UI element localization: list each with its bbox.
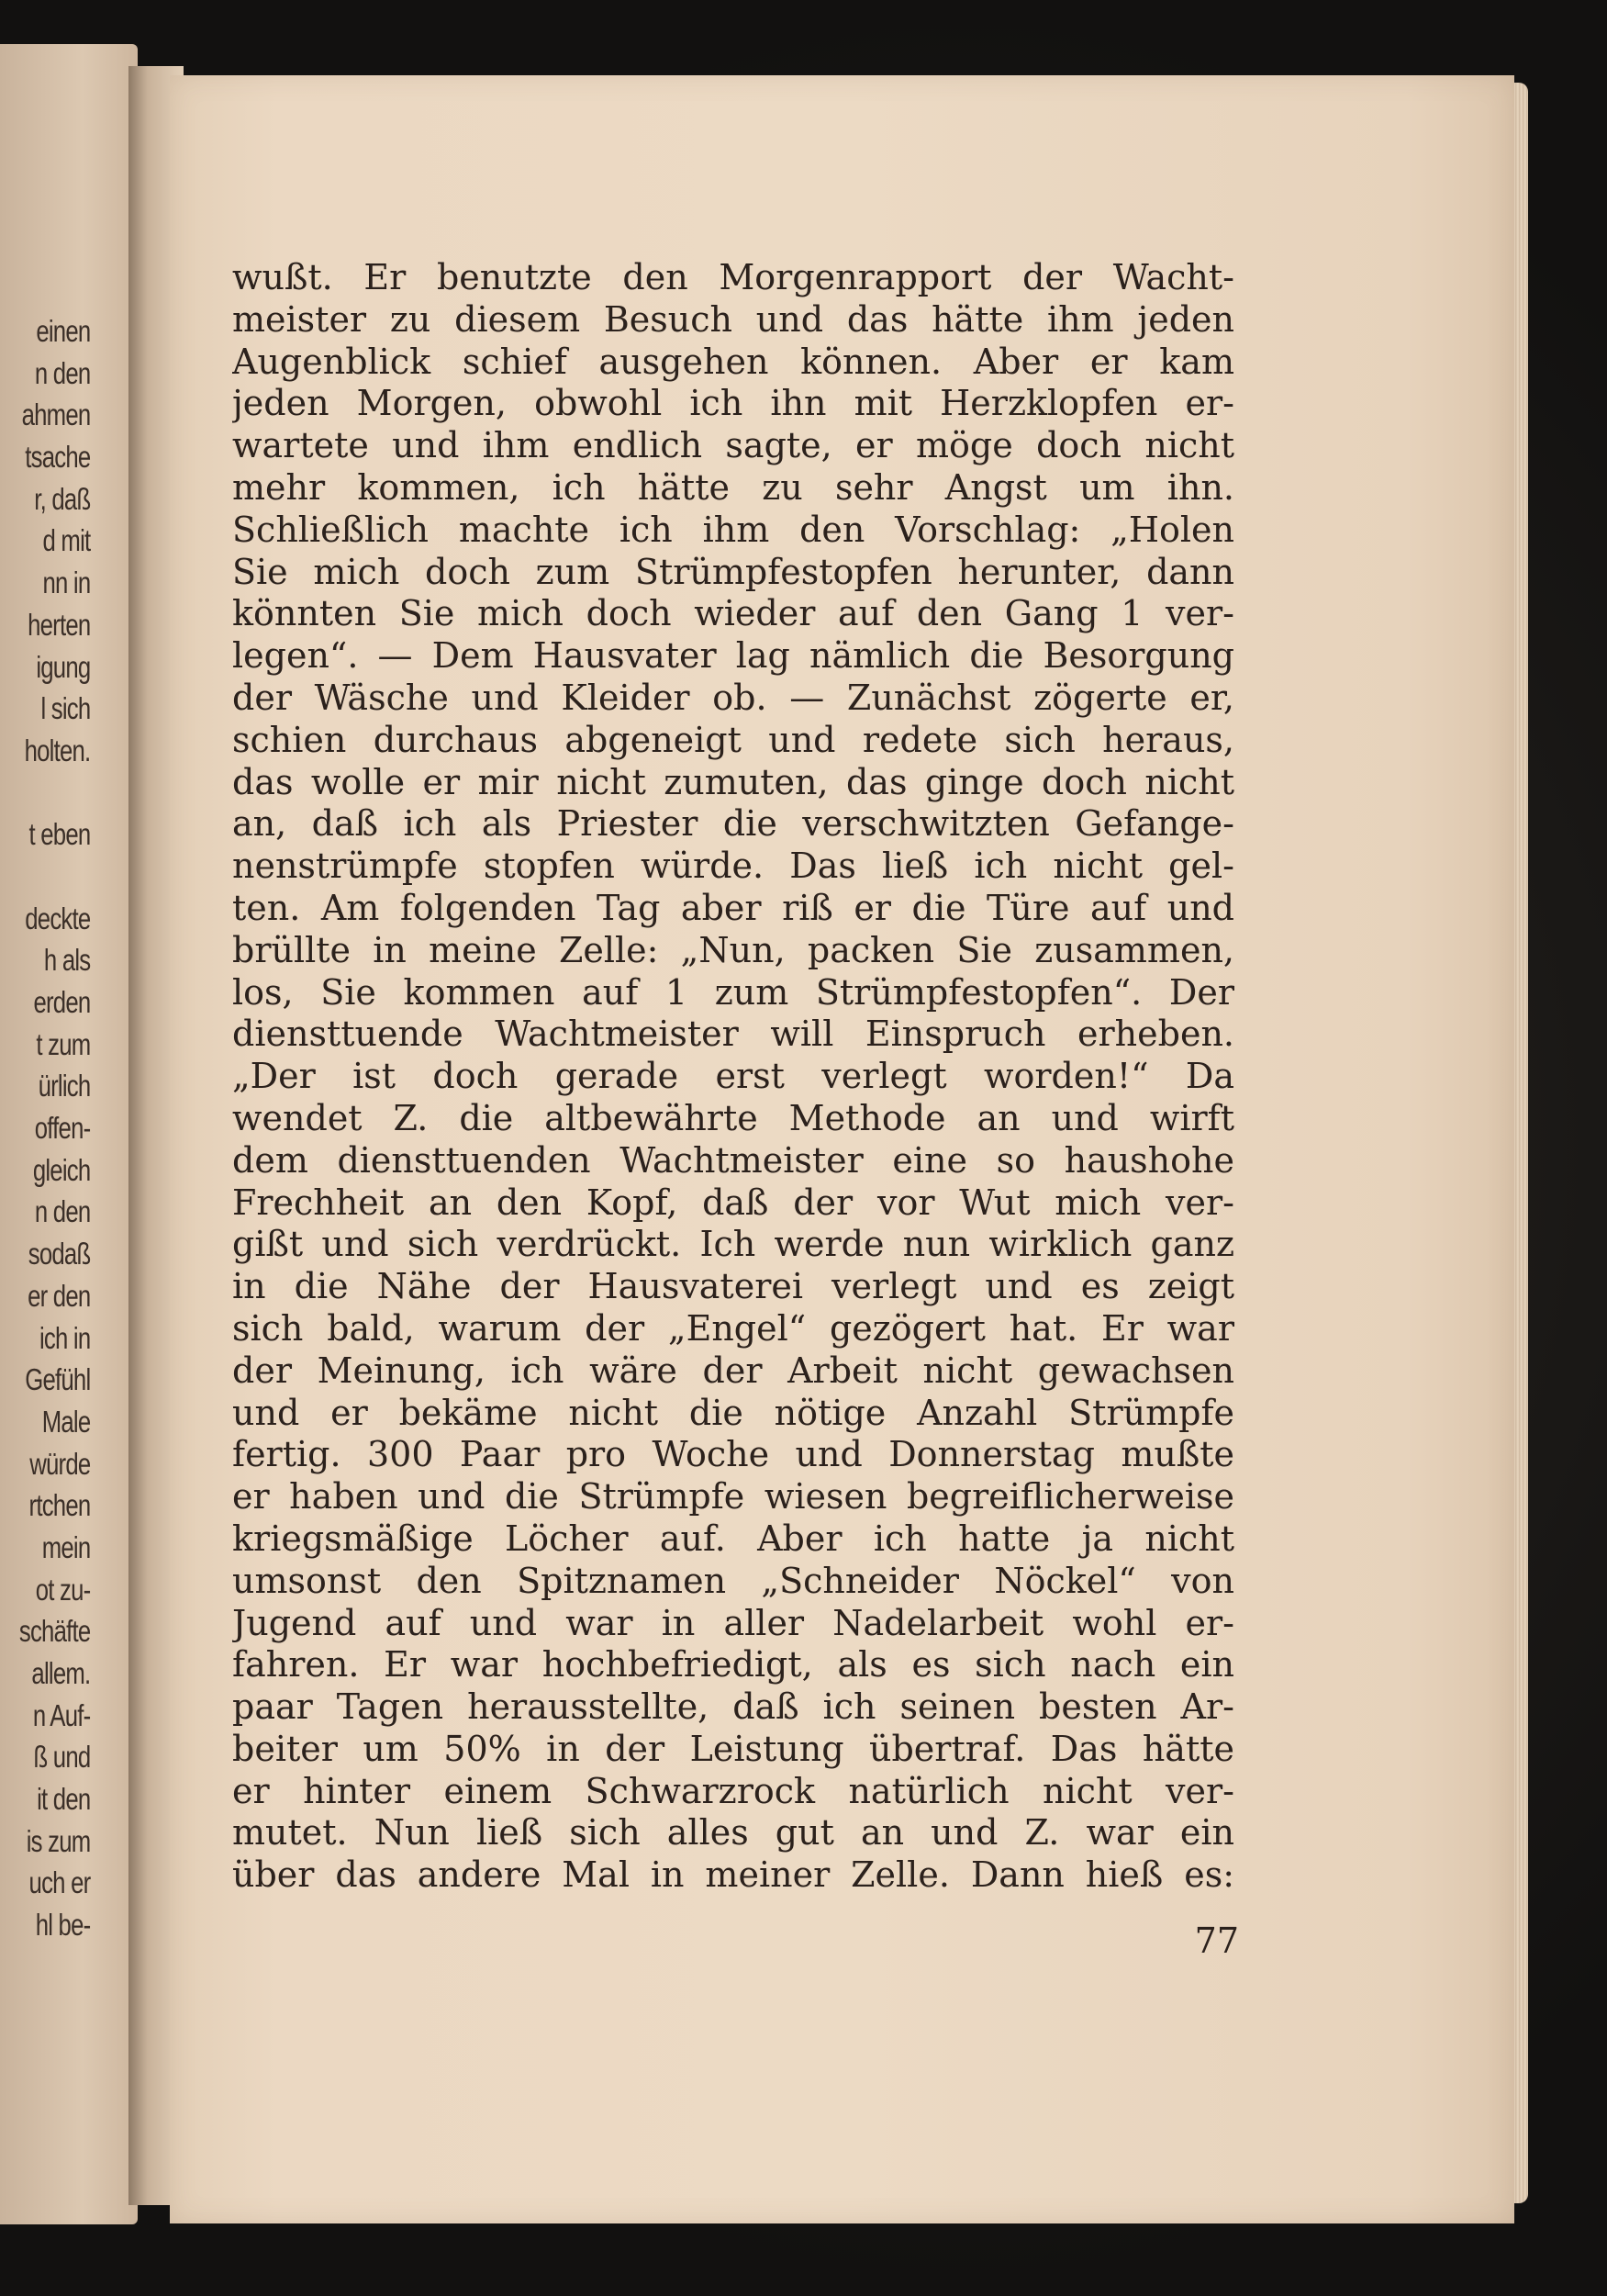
text-line: Augenblick schief ausgehen können. Aber er kam (232, 341, 1234, 382)
text-line: brüllte in meine Zelle: „Nun, packen Sie zusammen, (232, 929, 1234, 970)
text-line: umsonst den Spitznamen „Schneider Nöckel“ von (232, 1560, 1234, 1601)
left-text-fragment: Gefühl (24, 1362, 90, 1397)
text-line: er haben und die Strümpfe wiesen begreiflicherweise (232, 1476, 1234, 1518)
left-text-fragment: sodaß (28, 1237, 91, 1271)
text-line: kriegsmäßige Löcher auf. Aber ich hatte ja nicht (232, 1518, 1234, 1559)
left-page (0, 44, 138, 2224)
text-line: diensttuende Wachtmeister will Einspruch erheben. (232, 1014, 1234, 1055)
left-text-fragment: nn in (42, 566, 90, 600)
left-text-fragment: gleich (32, 1152, 90, 1187)
left-text-fragment: deckte (24, 901, 90, 935)
text-line: schien durchaus abgeneigt und redete sich heraus, (232, 719, 1234, 760)
text-line: sich bald, warum der „Engel“ gezögert hat. Er war (232, 1307, 1234, 1349)
text-line: los, Sie kommen auf 1 zum Strümpfestopfen“. Der (232, 971, 1234, 1013)
left-text-fragment: rtchen (28, 1488, 91, 1523)
left-text-fragment: n den (34, 1194, 90, 1229)
left-text-fragment: igung (35, 649, 90, 684)
left-text-fragment: würde (28, 1446, 90, 1481)
left-text-fragment: n Auf- (32, 1697, 90, 1732)
text-line: beiter um 50% in der Leistung übertraf. Das hätte (232, 1728, 1234, 1769)
left-text-fragment: er den (27, 1278, 90, 1313)
text-line: paar Tagen herausstellte, daß ich seinen besten Ar- (232, 1686, 1234, 1728)
text-line: Frechheit an den Kopf, daß der vor Wut mich ver- (232, 1182, 1234, 1223)
left-text-fragment: herten (27, 607, 90, 642)
text-line: Schließlich machte ich ihm den Vorschlag: „Holen (232, 509, 1234, 550)
left-text-fragment: einen (35, 314, 90, 348)
left-text-fragment: n den (34, 355, 90, 390)
left-text-fragment: it den (36, 1782, 90, 1817)
left-text-fragment (18, 856, 90, 898)
text-line: dem diensttuenden Wachtmeister eine so haushohe (232, 1139, 1234, 1181)
page-number: 77 (1194, 1921, 1239, 1961)
text-line: über das andere Mal in meiner Zelle. Dann hieß es: (232, 1854, 1234, 1896)
text-line: wartete und ihm endlich sagte, er möge doch nicht (232, 425, 1234, 466)
text-line: wendet Z. die altbewährte Methode an und wirft (232, 1097, 1234, 1138)
text-line: wußt. Er benutzte den Morgenrapport der Wacht- (232, 257, 1234, 297)
text-line: mutet. Nun ließ sich alles gut an und Z. war ein (232, 1812, 1234, 1854)
text-line: fahren. Er war hochbefriedigt, als es sich nach ein (232, 1644, 1234, 1686)
left-text-fragment: schäfte (18, 1614, 90, 1649)
left-text-fragment: l sich (40, 691, 90, 726)
left-text-fragment: ot zu- (35, 1572, 90, 1607)
left-text-fragment (18, 772, 90, 814)
left-text-fragment: ß und (33, 1740, 90, 1775)
text-line: könnten Sie mich doch wieder auf den Gang 1 ver- (232, 593, 1234, 634)
text-line: der Meinung, ich wäre der Arbeit nicht gewachsen (232, 1350, 1234, 1391)
text-line: nenstrümpfe stopfen würde. Das ließ ich nicht gel- (232, 846, 1234, 887)
text-line: und er bekäme nicht die nötige Anzahl Strümpfe (232, 1392, 1234, 1433)
left-text-fragment: erden (33, 985, 90, 1019)
left-text-fragment: r, daß (33, 481, 90, 516)
left-text-fragment: t eben (28, 817, 90, 852)
left-text-fragment: ahmen (21, 398, 90, 432)
left-text-fragment: t zum (35, 1026, 90, 1061)
text-line: meister zu diesem Besuch und das hätte ihm jeden (232, 298, 1234, 340)
text-line: mehr kommen, ich hätte zu sehr Angst um ihn. (232, 466, 1234, 508)
right-page-text (232, 257, 1234, 1897)
left-text-fragment: ich in (39, 1320, 90, 1355)
text-line: jeden Morgen, obwohl ich ihn mit Herzklopfen er- (232, 383, 1234, 424)
text-line: das wolle er mir nicht zumuten, das ginge doch nicht (232, 761, 1234, 802)
left-text-fragment: ürlich (38, 1069, 90, 1103)
left-text-fragment: hl be- (35, 1908, 90, 1943)
text-line: „Der ist doch gerade erst verlegt worden!“ Da (232, 1056, 1234, 1097)
text-line: gißt und sich verdrückt. Ich werde nun wirklich ganz (232, 1224, 1234, 1265)
text-line: Sie mich doch zum Strümpfestopfen herunter, dann (232, 551, 1234, 592)
left-text-fragment: d mit (42, 523, 90, 558)
left-text-fragment: mein (41, 1529, 90, 1564)
left-text-fragment: uch er (28, 1865, 91, 1900)
text-line: an, daß ich als Priester die verschwitzten Gefange- (232, 803, 1234, 845)
text-line: in die Nähe der Hausvaterei verlegt und es zeigt (232, 1266, 1234, 1307)
text-line: fertig. 300 Paar pro Woche und Donnerstag mußte (232, 1434, 1234, 1475)
left-text-fragment: Male (41, 1404, 90, 1439)
text-line: legen“. — Dem Hausvater lag nämlich die Besorgung (232, 635, 1234, 677)
left-text-fragment: offen- (34, 1111, 90, 1146)
text-line: Jugend auf und war in aller Nadelarbeit wohl er- (232, 1602, 1234, 1643)
left-text-fragment: allem. (31, 1656, 90, 1690)
left-text-fragment: is zum (26, 1823, 91, 1858)
left-text-fragment: tsache (24, 440, 90, 475)
text-line: er hinter einem Schwarzrock natürlich nicht ver- (232, 1770, 1234, 1811)
left-text-fragment: h als (43, 943, 90, 978)
text-line: der Wäsche und Kleider ob. — Zunächst zögerte er, (232, 677, 1234, 718)
left-text-fragment: holten. (24, 733, 90, 767)
text-line: ten. Am folgenden Tag aber riß er die Türe auf und (232, 887, 1234, 928)
left-page-text (18, 310, 90, 1946)
